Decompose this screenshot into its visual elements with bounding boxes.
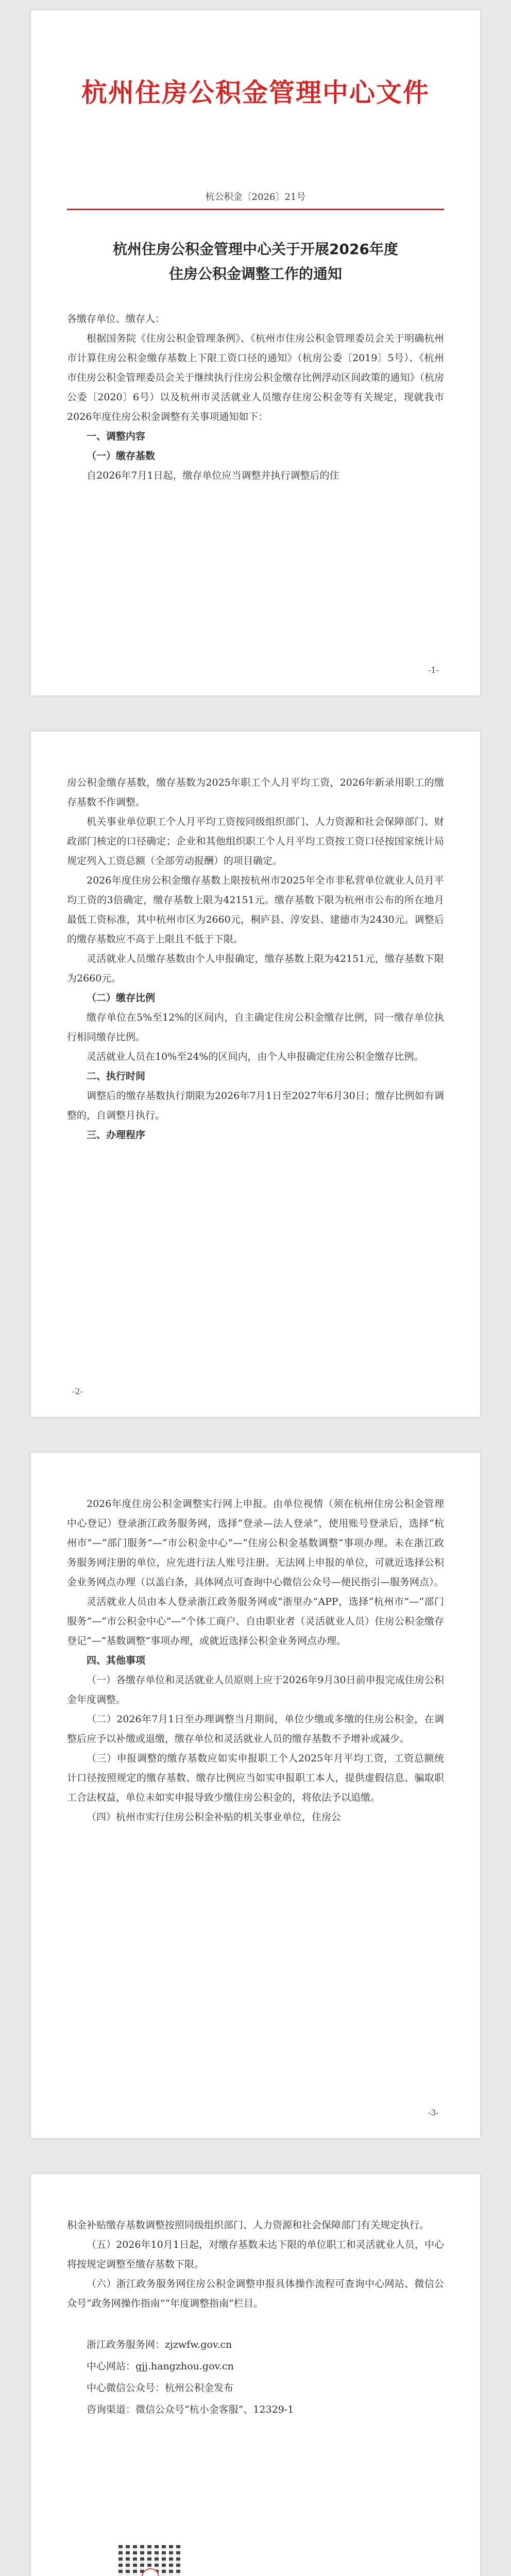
page-3-body <box>67 1494 444 1827</box>
document-page-1 <box>31 10 480 696</box>
page-number: -1- <box>428 665 439 675</box>
contact-wechat: 中心微信公众号：杭州公积金发布 <box>87 2382 234 2394</box>
page-1-body <box>67 309 444 485</box>
subsection-heading: （一）缴存基数 <box>87 450 156 462</box>
document-title <box>67 237 444 286</box>
paragraph: 房公积金缴存基数，缴存基数为2025年职工个人月平均工资，2026年新录用职工的缴存基数不作调整。 <box>67 777 444 808</box>
qr-code <box>118 2545 180 2576</box>
salutation: 各缴存单位、缴存人： <box>67 313 165 325</box>
paragraph: 自2026年7月1日起，缴存单位应当调整并执行调整后的住 <box>87 470 339 481</box>
paragraph: 灵活就业人员由本人登录浙江政务服务网或“浙里办”APP，选择“杭州市”—“部门服务”—“市公积金中心”—“个体工商户、自由职业者（灵活就业人员）住房公积金缴存登记”—“基数调整”事项办理，或就近选择公积金业务网点办理。 <box>67 1596 444 1647</box>
paragraph: （二）2026年7月1日至办理调整当月期间，单位少缴或多缴的住房公积金，在调整后应予以补缴或退缴，缴存单位和灵活就业人员的缴存基数不予增补或减少。 <box>67 1714 444 1744</box>
paragraph: 灵活就业人员在10%至24%的区间内，由个人申报确定住房公积金缴存比例。 <box>87 1051 424 1062</box>
paragraph: 根据国务院《住房公积金管理条例》、《杭州市住房公积金管理委员会关于明确杭州市计算住房公积金缴存基数上下限工资口径的通知》（杭房公委〔2019〕5号）、《杭州市住房公积金管理委员会关于继续执行住房公积金缴存比例浮动区间政策的通知》（杭房公委〔2020〕6号）以及杭州市灵活就业人员缴存住房公积金等有关规定，现就我市2026年度住房公积金调整有关事项通知如下： <box>67 333 444 422</box>
contact-hotline: 咨询渠道：微信公众号“杭小金客服”、12329-1 <box>87 2404 294 2415</box>
paragraph: 调整后的缴存基数执行期限为2026年7月1日至2027年6月30日；缴存比例如有调整的，自调整月执行。 <box>67 1090 444 1121</box>
paragraph: 灵活就业人员缴存基数由个人申报确定，缴存基数上限为42151元，缴存基数下限为2660元。 <box>67 953 444 984</box>
paragraph: （六）浙江政务服务网住房公积金调整申报具体操作流程可查询中心网站、微信公众号“政务网操作指南”“年度调整指南”栏目。 <box>67 2278 444 2309</box>
contact-website: 浙江政务服务网：zjzwfw.gov.cn <box>87 2339 232 2350</box>
paragraph: 2026年度住房公积金缴存基数上限按杭州市2025年全市非私营单位就业人员月平均工资的3倍确定，缴存基数上限为42151元。缴存基数下限为杭州市公布的所在地月最低工资标准，其中杭州市区为2660元，桐庐县、淳安县、建德市为2430元。调整后的缴存基数应不高于上限且不低于下限。 <box>67 875 444 945</box>
section-heading: 三、办理程序 <box>87 1129 146 1141</box>
paragraph: 缴存单位在5%至12%的区间内，自主确定住房公积金缴存比例，同一缴存单位执行相同缴存比例。 <box>67 1012 444 1043</box>
contact-center-site: 中心网站：gjj.hangzhou.gov.cn <box>87 2361 234 2372</box>
paragraph: 机关事业单位职工个人月平均工资按同级组织部门、人力资源和社会保障部门、财政部门核定的口径确定；企业和其他组织职工个人月平均工资按工资口径按国家统计局规定列入工资总额（全部劳动报酬）的项目确定。 <box>67 816 444 867</box>
paragraph: （五）2026年10月1日起，对缴存基数未达下限的单位职工和灵活就业人员，中心将按规定调整至缴存基数下限。 <box>67 2239 444 2270</box>
paragraph: （三）申报调整的缴存基数应如实申报职工个人2025年月平均工资，工资总额统计口径按照规定的缴存基数、缴存比例应当如实申报职工本人，提供虚假信息、骗取职工合法权益，单位未如实申报导致少缴住房公积金的，将依法予以追缴。 <box>67 1753 444 1803</box>
subsection-heading: （二）缴存比例 <box>87 992 156 1004</box>
paragraph: （一）各缴存单位和灵活就业人员原则上应于2026年9月30日前申报完成住房公积金年度调整。 <box>67 1674 444 1705</box>
section-heading: 二、执行时间 <box>87 1071 146 1082</box>
section-heading: 四、其他事项 <box>87 1655 146 1666</box>
page-number: -2- <box>72 1386 83 1396</box>
red-divider <box>67 209 444 210</box>
document-page-3 <box>31 1453 480 2138</box>
document-number: 杭公积金〔2026〕21号 <box>205 192 306 202</box>
page-2-body <box>67 773 444 1145</box>
document-page-2 <box>31 732 480 1417</box>
paragraph: 2026年度住房公积金调整实行网上申报。由单位视情（须在杭州住房公积金管理中心登记）登录浙江政务服务网，选择“登录—法人登录”，使用账号登录后，选择“杭州市”—“部门服务”—“市公积金中心”—“住房公积金基数调整”事项办理。未在浙江政务服务网注册的单位，应先进行法人账号注册。无法网上申报的单位，可就近选择公积金业务网点办理（以盖白条，具体网点可查询中心微信公众号—便民指引—服务网点）。 <box>67 1498 444 1588</box>
page-number: -3- <box>428 2108 439 2117</box>
paragraph: 积金补贴缴存基数调整按照同级组织部门、人力资源和社会保障部门有关规定执行。 <box>67 2219 430 2231</box>
page-4-body <box>67 2215 444 2420</box>
title-line-2: 住房公积金调整工作的通知 <box>168 265 342 282</box>
document-page-4 <box>31 2174 480 2576</box>
document-masthead: 杭州住房公积金管理中心文件 <box>81 78 430 108</box>
section-heading: 一、调整内容 <box>87 431 146 442</box>
title-line-1: 杭州住房公积金管理中心关于开展2026年度 <box>113 241 398 258</box>
paragraph: （四）杭州市实行住房公积金补贴的机关事业单位，住房公 <box>87 1811 342 1823</box>
